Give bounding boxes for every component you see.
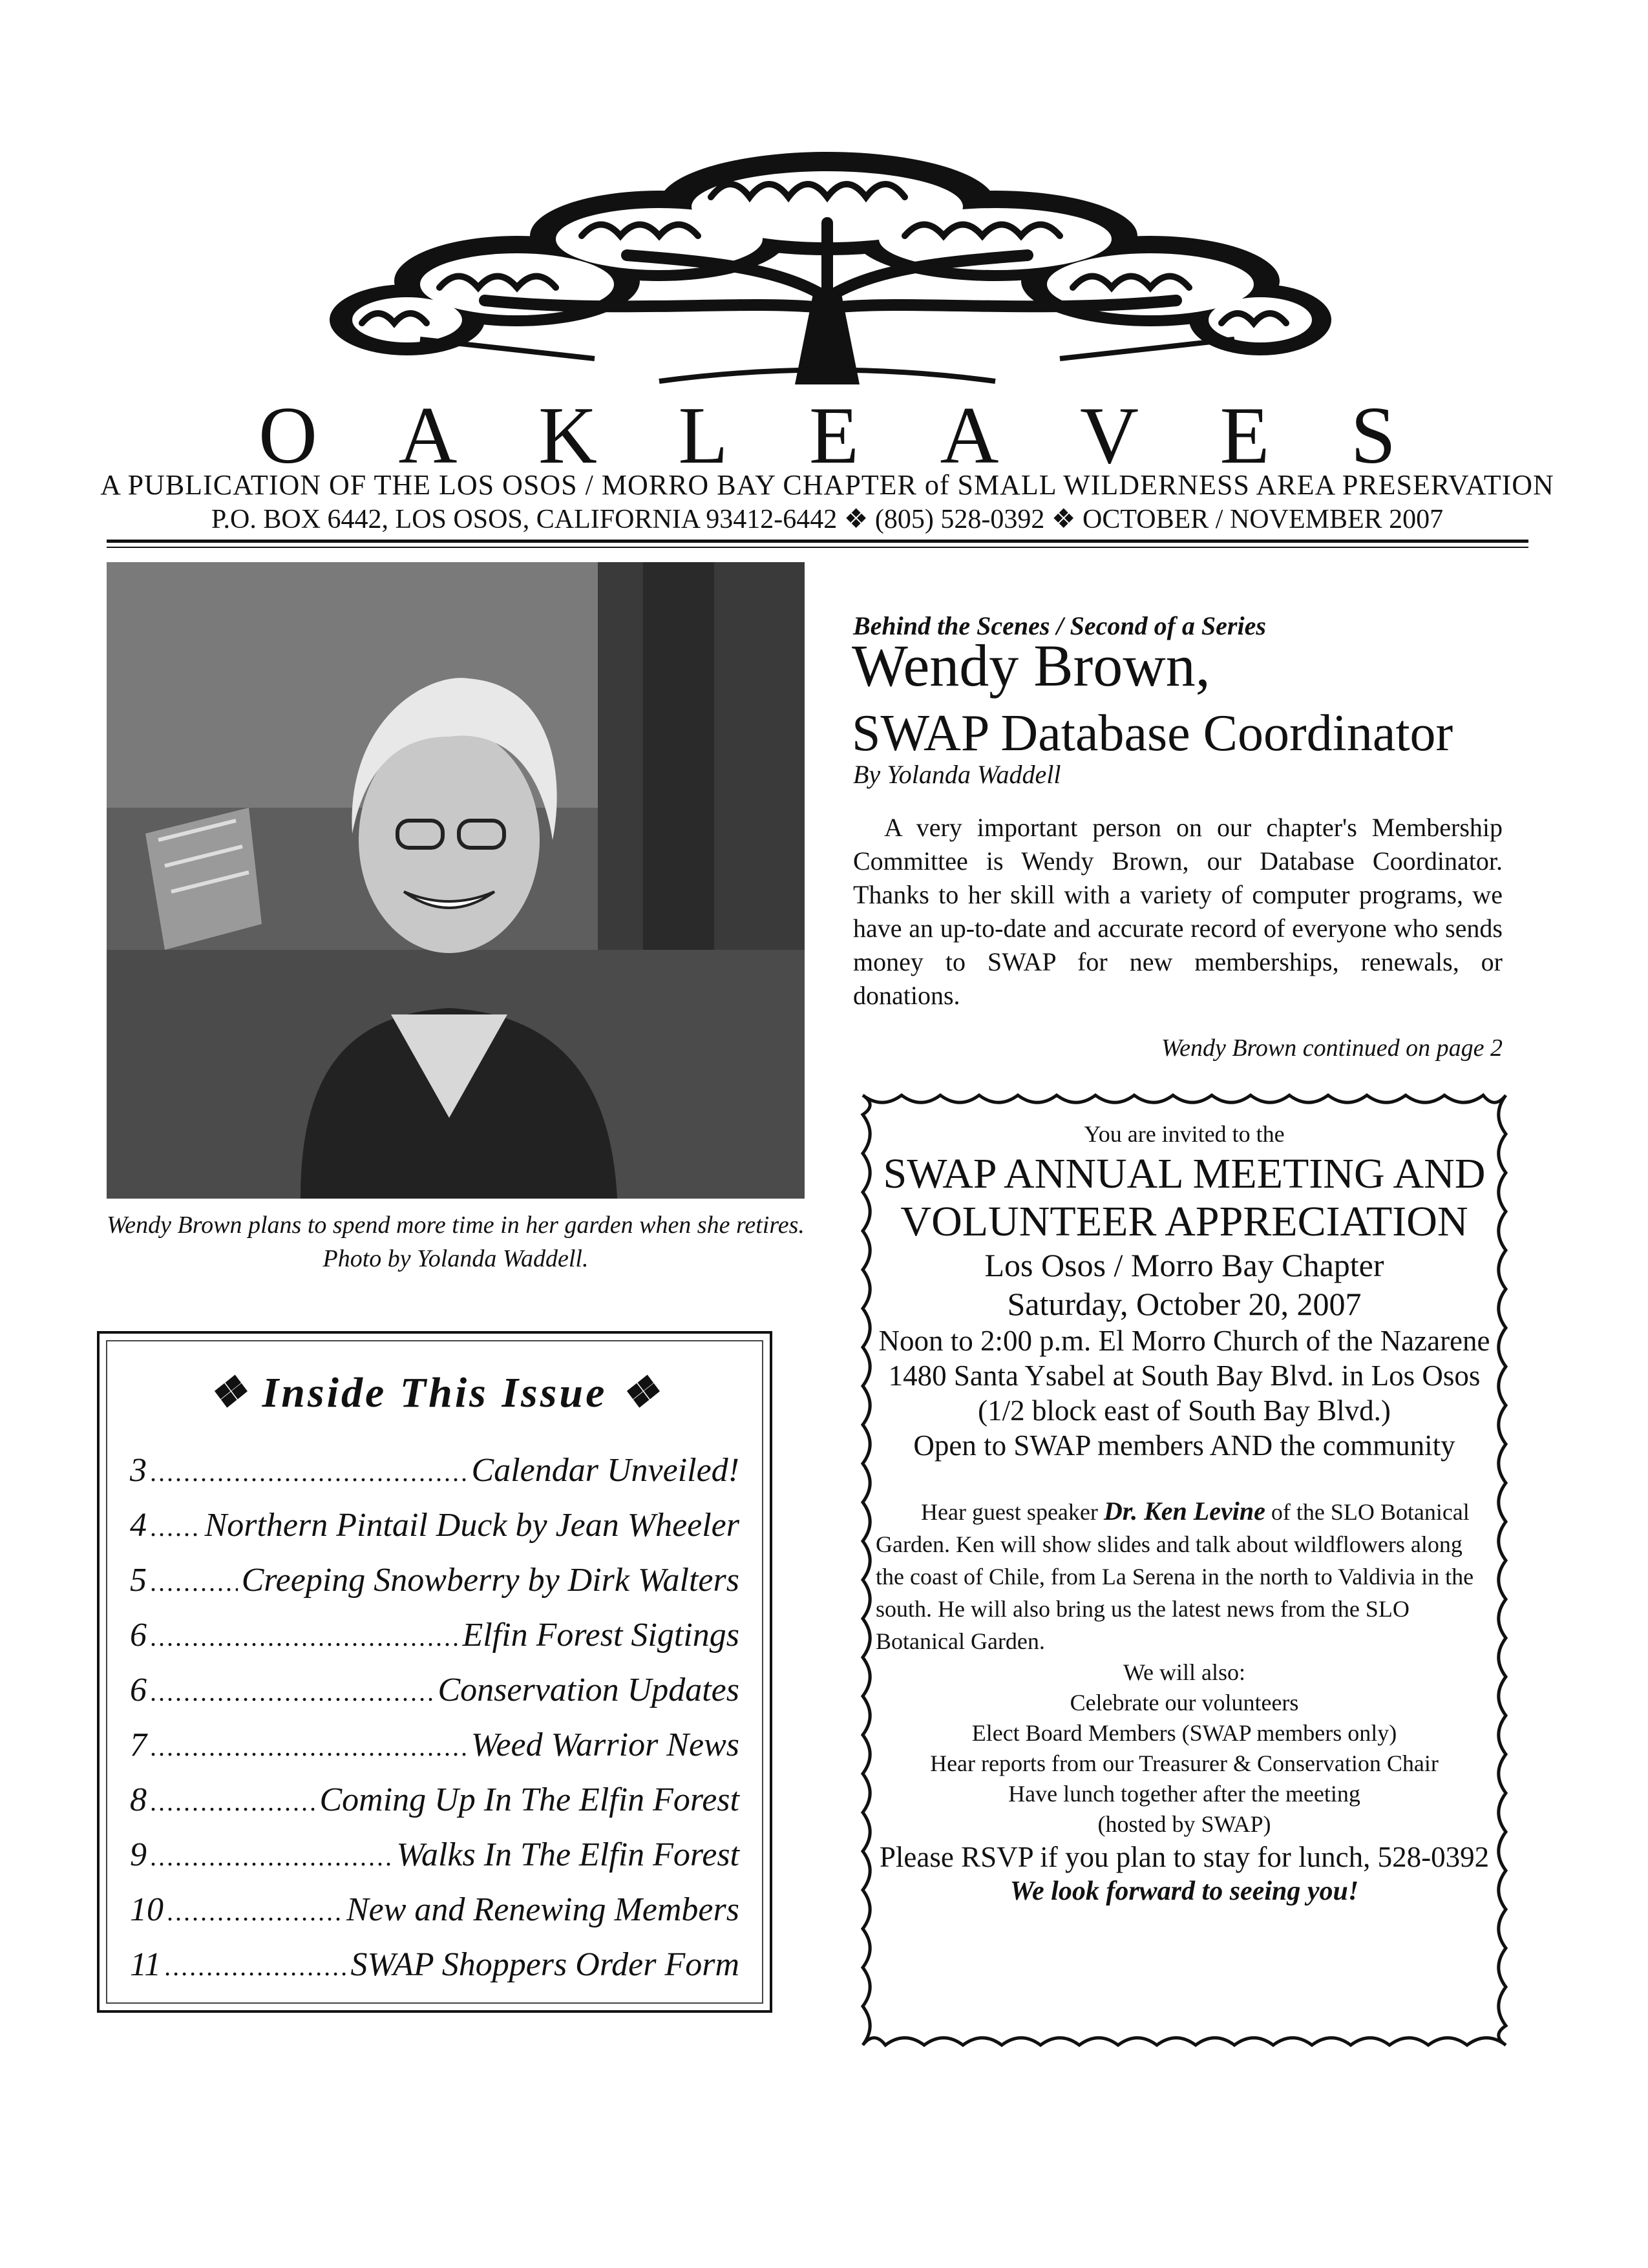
article-headline: Wendy Brown, [852,633,1210,698]
toc-leader-dots [151,1787,316,1817]
title-letter: K [538,391,597,481]
toc-leader-dots [151,1567,238,1597]
meeting-date: Saturday, October 20, 2007 [1007,1286,1362,1322]
agenda-item: Hear reports from our Treasurer & Conservation Chair [930,1750,1439,1776]
toc-page-number: 10 [130,1891,164,1928]
article-kicker: Behind the Scenes / Second of a Series [853,611,1266,640]
toc-leader-dots [151,1512,201,1542]
toc-leader-dots [151,1677,434,1707]
meeting-directions: (1/2 block east of South Bay Blvd.) [978,1394,1391,1427]
title-letter: V [1079,391,1139,481]
toc-item[interactable] [130,1726,739,1778]
agenda-list [876,1688,1493,1874]
toc-heading: ❖ Inside This Issue ❖ [207,1369,662,1416]
toc-leader-dots [151,1622,458,1652]
closing-line: We look forward to seeing you! [1009,1876,1359,1906]
toc-title: Creeping Snowberry by Dirk Walters [241,1562,739,1599]
toc-item[interactable] [130,1891,739,1942]
agenda-item: Please RSVP if you plan to stay for lunch, 528-0392 [879,1841,1490,1873]
toc-page-number: 7 [130,1727,147,1763]
toc-item[interactable] [130,1616,739,1668]
meeting-invite: You are invited to the [1084,1121,1285,1147]
toc-item[interactable] [130,1451,739,1503]
meeting-announcement [876,1118,1493,1908]
wendy-brown-photo [107,562,805,1199]
toc-title: Coming Up In The Elfin Forest [319,1781,739,1818]
agenda-item: Celebrate our volunteers [1070,1690,1299,1716]
toc-page-number: 5 [130,1562,147,1599]
title-letter: O [259,391,317,481]
toc-title: Walks In The Elfin Forest [396,1836,739,1873]
title-letter: E [808,391,859,481]
title-letter: E [1220,391,1270,481]
toc-title: Northern Pintail Duck by Jean Wheeler [204,1507,739,1544]
toc-page-number: 3 [130,1452,147,1489]
speaker-intro: Hear guest speaker [921,1499,1098,1525]
masthead-rule-thin [107,547,1528,548]
photo-caption [107,1208,805,1276]
meeting-chapter: Los Osos / Morro Bay Chapter [984,1247,1384,1283]
photo-caption-text: Wendy Brown plans to spend more time in her garden when she retires. [107,1212,805,1239]
toc-title: Calendar Unveiled! [471,1452,739,1489]
toc-leader-dots [167,1896,343,1927]
article-byline: By Yolanda Waddell [853,760,1061,789]
title-letter: A [940,391,999,481]
title-letter: A [398,391,458,481]
article-body: A very important person on our chapter's Membership Committee is Wendy Brown, our Database Coordinator. Thanks to her skill with a variety of computer programs, we have an up-to-date and accurate record of everyone who sends money to SWAP for new memberships, renewals, or donations. [853,813,1503,1010]
newsletter-title [259,391,1396,481]
toc-title: Conservation Updates [438,1672,739,1708]
toc-title: SWAP Shoppers Order Form [350,1946,739,1983]
address-line: P.O. BOX 6442, LOS OSOS, CALIFORNIA 93412-6442 ❖ (805) 528-0392 ❖ OCTOBER / NOVEMBER 2007 [211,505,1444,534]
meeting-title-line1: SWAP ANNUAL MEETING AND [883,1150,1486,1197]
toc-leader-dots [151,1457,468,1487]
toc-leader-dots [151,1842,392,1872]
masthead-rule-thick [107,540,1528,543]
agenda-item: Have lunch together after the meeting [1008,1781,1360,1807]
toc-page-number: 8 [130,1781,147,1818]
toc-item[interactable] [130,1671,739,1723]
toc-leader-dots [151,1732,467,1762]
toc-title: New and Renewing Members [346,1891,739,1928]
toc-page-number: 6 [130,1672,147,1708]
also-heading: We will also: [1123,1659,1246,1685]
title-letter: S [1350,391,1396,481]
speaker-name: Dr. Ken Levine [1103,1496,1265,1526]
toc-title: Weed Warrior News [470,1727,739,1763]
toc-item[interactable] [130,1836,739,1887]
title-letter: L [678,391,728,481]
speaker-description [876,1495,1493,1657]
toc-page-number: 9 [130,1836,147,1873]
inside-this-issue-box [97,1331,772,2013]
toc-page-number: 6 [130,1617,147,1654]
publication-line: A PUBLICATION OF THE LOS OSOS / MORRO BAY CHAPTER of SMALL WILDERNESS AREA PRESERVATION [100,469,1554,501]
toc-title: Elfin Forest Sigtings [462,1617,739,1654]
meeting-address: 1480 Santa Ysabel at South Bay Blvd. in Los Osos [888,1360,1481,1392]
agenda-item: Elect Board Members (SWAP members only) [971,1720,1397,1746]
toc-leader-dots [165,1951,346,1982]
toc-item[interactable] [130,1561,739,1613]
meeting-title-line2: VOLUNTEER APPRECIATION [900,1198,1468,1245]
toc-page-number: 11 [130,1946,162,1983]
toc-item[interactable] [130,1781,739,1832]
toc-item[interactable] [130,1946,739,1997]
toc-page-number: 4 [130,1507,147,1544]
meeting-open-to: Open to SWAP members AND the community [913,1429,1455,1462]
meeting-time-place: Noon to 2:00 p.m. El Morro Church of the Nazarene [878,1325,1490,1357]
toc-item[interactable] [130,1506,739,1558]
toc-inner-frame [106,1340,763,2004]
agenda-item: (hosted by SWAP) [1097,1811,1271,1837]
continued-link[interactable]: Wendy Brown continued on page 2 [1161,1034,1503,1062]
article-subheadline: SWAP Database Coordinator [852,705,1453,762]
speaker-details: of the SLO Botanical Garden. Ken will show slides and talk about wildflowers along the coast of Chile, from La Serena in the north to Valdivia in the south. He will also bring us the latest news from the SLO Botanical Garden. [876,1499,1474,1654]
oak-tree-icon [323,126,1331,397]
photo-credit: Photo by Yolanda Waddell. [322,1245,589,1272]
